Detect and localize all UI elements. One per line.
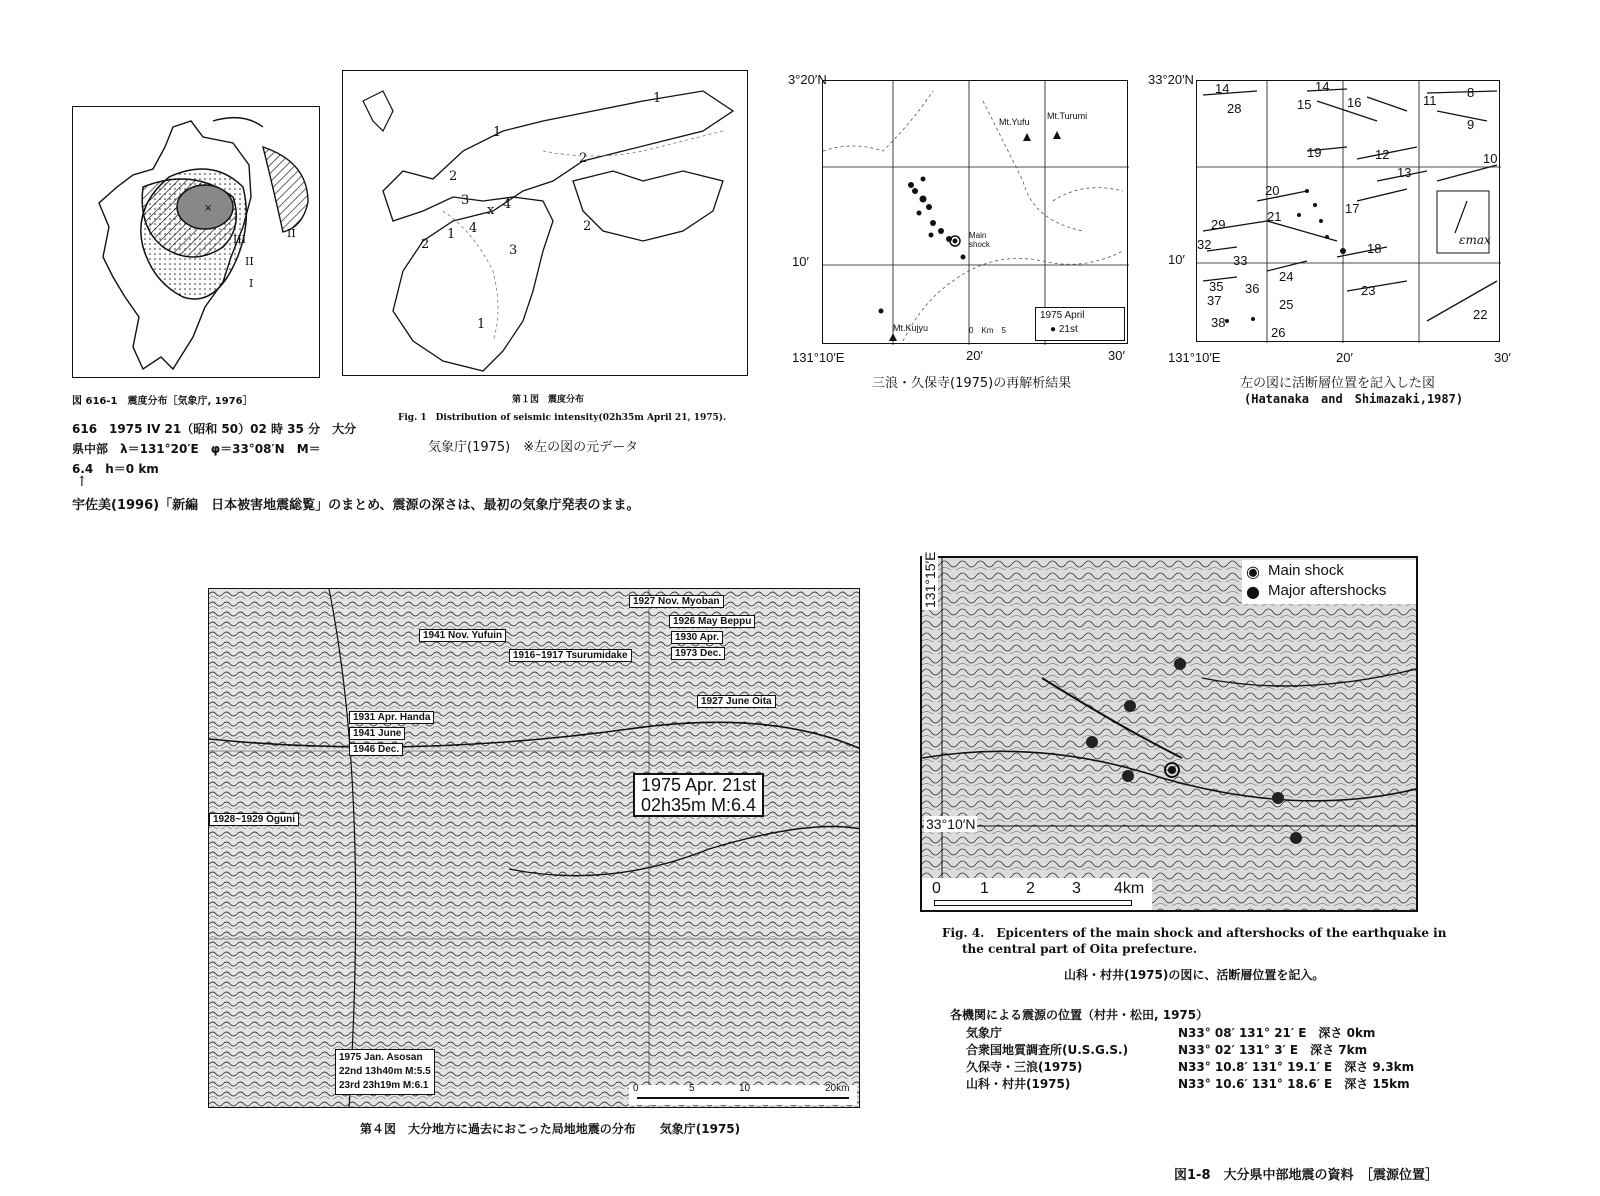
figure-footer: 図1-8 大分県中部地震の資料 ［震源位置］ <box>1174 1168 1438 1183</box>
label-1926-beppu: 1926 May Beppu <box>669 615 755 628</box>
panel6-caption-jp: 山科・村井(1975)の図に、活断層位置を記入。 <box>1064 968 1325 982</box>
usami-note: 宇佐美(1996)「新編 日本被害地震総覧」のまとめ、震源の深さは、最初の気象庁発表のまま。 <box>72 498 640 513</box>
legend-item: ● 21st <box>1050 324 1078 335</box>
table-row <box>966 1058 1466 1074</box>
p3-lon-right: 30′ <box>1108 348 1125 363</box>
intensity-3: 3 <box>461 193 470 208</box>
label-1930-apr: 1930 Apr. <box>671 631 723 644</box>
fault-37: 37 <box>1207 293 1222 308</box>
p4-lat-mid: 10′ <box>1168 252 1185 267</box>
intensity-1-shikoku-south: 1 <box>477 317 486 332</box>
aftershock-legend-icon: ● <box>1246 582 1260 601</box>
western-japan-map-drawing <box>343 71 749 377</box>
scale-20km: 20km <box>825 1083 850 1094</box>
fault-15: 15 <box>1297 97 1312 112</box>
label-1928-oguni: 1928~1929 Oguni <box>209 813 299 826</box>
intensity-label-i: I <box>249 277 254 290</box>
historical-quake-map <box>208 588 860 1108</box>
fault-16: 16 <box>1347 95 1362 110</box>
p3-lat-top: 3°20′N <box>788 72 827 87</box>
panel6-caption-en2: the central part of Oita prefecture. <box>962 942 1198 956</box>
intensity-1-north: 1 <box>493 125 502 140</box>
aftershock-epicenter-map <box>920 556 1418 912</box>
p3-lon-left: 131°10′E <box>792 350 845 365</box>
fault-19: 19 <box>1307 145 1322 160</box>
up-arrow-icon: ↑ <box>76 474 88 490</box>
panel5-caption: 第４図 大分地方に過去におこった局地地震の分布 気象庁(1975) <box>360 1122 741 1136</box>
asosan-line2: 22nd 13h40m M:5.5 <box>339 1066 431 1077</box>
p6-scale-1: 1 <box>980 880 989 897</box>
relocated-epicenter-map <box>822 80 1128 344</box>
label-1941-june: 1941 June <box>349 727 405 740</box>
position-cell: N33° 10.8′ 131° 19.1′ E 深さ 9.3km <box>1178 1060 1415 1074</box>
panel2-caption-en: Fig. 1 Distribution of seismic intensity(02h35m April 21, 1975). <box>398 413 727 423</box>
fault-26: 26 <box>1271 325 1286 340</box>
scale-5: 5 <box>689 1083 695 1094</box>
peak-label-yufu: Mt.Yufu <box>999 117 1030 127</box>
legend-main-shock: Main shock <box>1268 562 1344 579</box>
contour-texture <box>922 558 1418 912</box>
intensity-4-center: 4 <box>469 221 478 236</box>
catalog-entry-line1: 616 1975 IV 21（昭和 50）02 時 35 分 大分 <box>72 422 357 436</box>
main-shock-line2: 02h35m M:6.4 <box>641 795 757 815</box>
scale-bar <box>629 1085 857 1105</box>
fault-21: 21 <box>1267 209 1282 224</box>
fault-17: 17 <box>1345 201 1360 216</box>
intensity-2-east: 2 <box>583 219 592 234</box>
fault-28: 28 <box>1227 101 1242 116</box>
fault-22: 22 <box>1473 307 1488 322</box>
label-1916-tsurumidake: 1916~1917 Tsurumidake <box>509 649 632 662</box>
agency-cell: 気象庁 <box>966 1026 1003 1040</box>
p6-scale-3: 3 <box>1072 880 1081 897</box>
fault-8: 8 <box>1467 85 1475 100</box>
label-1941-yufuin: 1941 Nov. Yufuin <box>419 629 506 642</box>
intensity-2-shikoku: 2 <box>579 151 588 166</box>
fault-11: 11 <box>1423 93 1437 108</box>
intensity-2-southwest: 2 <box>421 237 430 252</box>
fault-23: 23 <box>1361 283 1376 298</box>
p6-scale-0: 0 <box>932 880 941 897</box>
main-shock-label: Main shock <box>969 231 990 249</box>
hypocenter-table-title: 各機関による震源の位置（村井・松田, 1975） <box>950 1008 1209 1022</box>
panel1-caption: 図 616-1 震度分布［気象庁, 1976］ <box>72 396 253 407</box>
fault-20: 20 <box>1265 183 1280 198</box>
p4-lon-left: 131°10′E <box>1168 350 1221 365</box>
asosan-line1: 1975 Jan. Asosan <box>339 1052 423 1063</box>
panel2-source: 気象庁(1975) ※左の図の元データ <box>428 440 639 455</box>
intensity-1-southwest: 1 <box>447 227 456 242</box>
label-1927-myoban: 1927 Nov. Myoban <box>629 595 724 608</box>
position-cell: N33° 10.6′ 131° 18.6′ E 深さ 15km <box>1178 1077 1410 1091</box>
p4-lon-right: 30′ <box>1494 350 1511 365</box>
fault-14-a: 14 <box>1215 81 1230 96</box>
main-shock-1975-label <box>633 773 764 817</box>
fault-18: 18 <box>1367 241 1382 256</box>
fault-13: 13 <box>1397 165 1412 180</box>
topographic-texture <box>209 589 860 1108</box>
p3-lon-mid: 20′ <box>966 348 983 363</box>
intensity-4-east: 4 <box>503 197 512 212</box>
label-1973-dec: 1973 Dec. <box>671 647 725 660</box>
panel4-citation: (Hatanaka and Shimazaki,1987) <box>1244 392 1464 406</box>
agency-cell: 久保寺・三浪(1975) <box>966 1060 1083 1074</box>
fault-10: 10 <box>1483 151 1498 166</box>
emax-label: εmax <box>1459 233 1491 247</box>
intensity-1-chugoku: 1 <box>653 91 662 106</box>
intensity-2-west: 2 <box>449 169 458 184</box>
catalog-entry-line3: 6.4 h＝0 km <box>72 462 159 476</box>
scale-bar-label: 0 Km 5 <box>969 326 1006 335</box>
fault-35: 35 <box>1209 279 1224 294</box>
label-1975-asosan <box>335 1049 435 1095</box>
fault-24: 24 <box>1279 269 1294 284</box>
fault-32: 32 <box>1197 237 1212 252</box>
fault-36: 36 <box>1245 281 1260 296</box>
main-shock-line1: 1975 Apr. 21st <box>641 775 757 795</box>
intensity-label-ii-east: II <box>287 227 296 240</box>
fault-14-b: 14 <box>1315 79 1330 94</box>
panel6-caption-en1: Fig. 4. Epicenters of the main shock and aftershocks of the earthquake in <box>942 926 1447 940</box>
p6-scale-bar <box>922 878 1152 910</box>
table-row <box>966 1024 1466 1040</box>
table-row <box>966 1041 1466 1057</box>
panel3-caption: 三浪・久保寺(1975)の再解析結果 <box>872 376 1072 391</box>
position-cell: N33° 08′ 131° 21′ E 深さ 0km <box>1178 1026 1376 1040</box>
asosan-line3: 23rd 23h19m M:6.1 <box>339 1080 429 1091</box>
table-row <box>966 1075 1466 1091</box>
p3-lat-mid: 10′ <box>792 254 809 269</box>
p6-scale-2: 2 <box>1026 880 1035 897</box>
scale-10: 10 <box>739 1083 751 1094</box>
intensity-label-ii: II <box>245 255 254 268</box>
p4-lon-mid: 20′ <box>1336 350 1353 365</box>
intensity-3-south: 3 <box>509 243 518 258</box>
label-1927-oita: 1927 June Oita <box>697 695 776 708</box>
panel4-caption: 左の図に活断層位置を記入した図 <box>1240 376 1436 391</box>
p4-lat-top: 33°20′N <box>1148 72 1194 87</box>
fault-9: 9 <box>1467 117 1475 132</box>
panel2-caption-jp: 第１図 震度分布 <box>512 395 585 405</box>
epicenter-cross: x <box>487 203 495 218</box>
agency-cell: 山科・村井(1975) <box>966 1077 1071 1091</box>
peak-label-kujyu: Mt.Kujyu <box>893 323 929 333</box>
p6-scale-4km: 4km <box>1114 880 1145 897</box>
fault-38: 38 <box>1211 315 1226 330</box>
epicenter-legend <box>1242 560 1416 604</box>
peak-label-turumi: Mt.Turumi <box>1047 111 1088 121</box>
fault-25: 25 <box>1279 297 1294 312</box>
p6-lat-label: 33°10′N <box>926 816 976 832</box>
fault-12: 12 <box>1375 147 1390 162</box>
scale-0: 0 <box>633 1083 639 1094</box>
jma-intensity-map-panel <box>342 70 748 376</box>
svg-text:×: × <box>204 203 213 214</box>
agency-cell: 合衆国地質調査所(U.S.G.S.) <box>966 1043 1129 1057</box>
position-cell: N33° 02′ 131° 3′ E 深さ 7km <box>1178 1043 1368 1057</box>
catalog-entry-line2: 県中部 λ＝131°20′E φ＝33°08′N M＝ <box>72 442 321 456</box>
label-1931-handa: 1931 Apr. Handa <box>349 711 434 724</box>
legend-title: 1975 April <box>1040 310 1085 321</box>
intensity-label-iii: III <box>233 233 247 246</box>
legend-major-aftershocks: Major aftershocks <box>1268 582 1387 599</box>
fault-33: 33 <box>1233 253 1248 268</box>
hypocenter-table <box>950 1006 1470 1102</box>
p6-lon-label: 131°15′E <box>922 551 938 608</box>
active-fault-map <box>1196 80 1500 342</box>
intensity-map-panel <box>72 106 320 378</box>
main-shock-legend-icon: ◉ <box>1246 562 1260 581</box>
kyushu-intensity-drawing <box>73 107 321 379</box>
fault-29: 29 <box>1211 217 1226 232</box>
legend-box <box>1035 307 1125 341</box>
label-1946-dec: 1946 Dec. <box>349 743 403 756</box>
